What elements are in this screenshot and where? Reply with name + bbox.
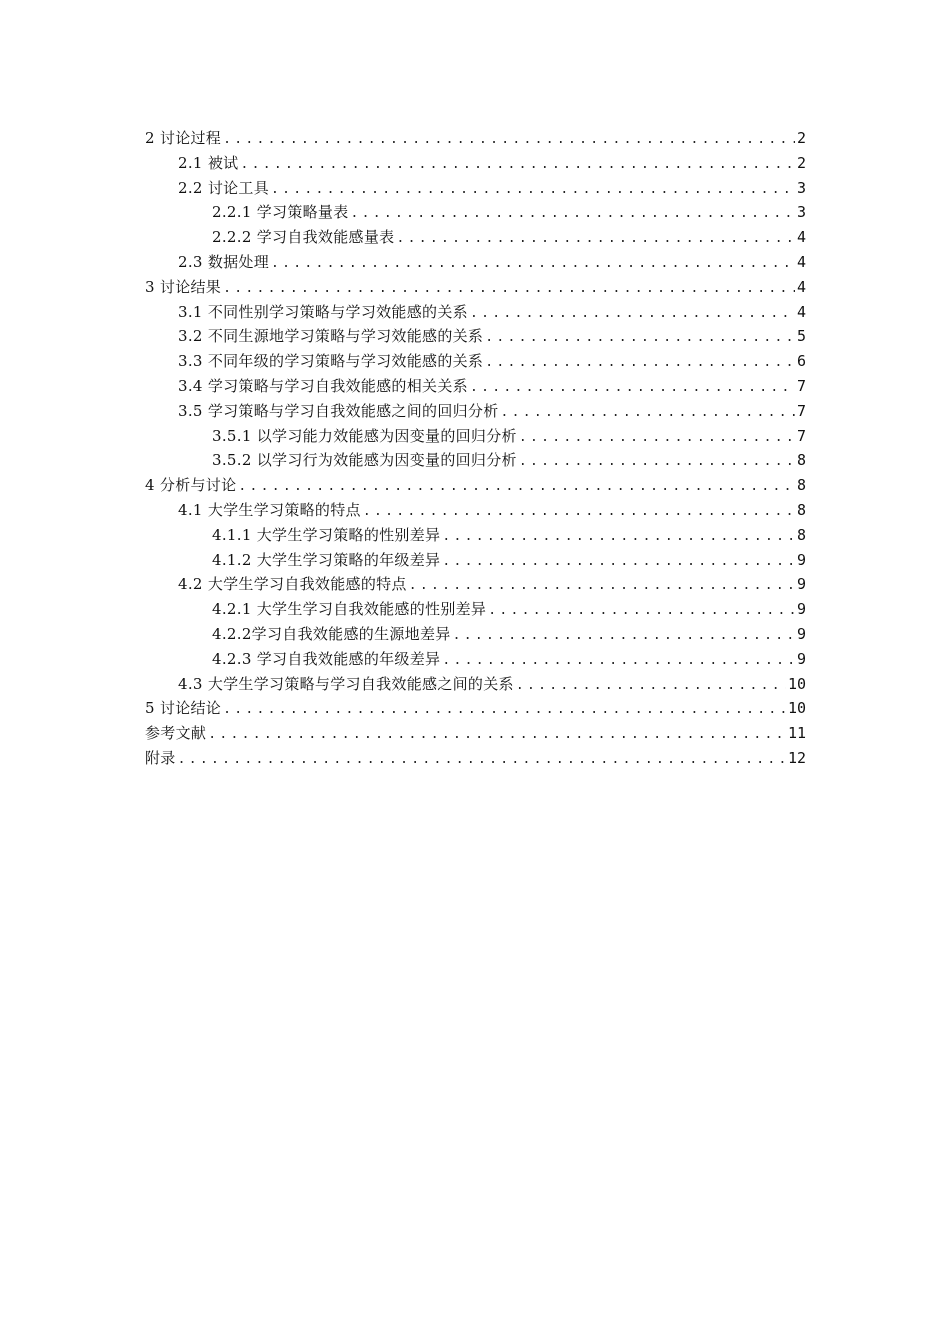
toc-entry-title: 附录 (145, 748, 176, 767)
toc-dot-leader (501, 401, 795, 424)
toc-dot-leader (409, 574, 795, 597)
toc-entry-page: 8 (796, 451, 806, 470)
toc-entry[interactable] (145, 597, 806, 622)
toc-entry-title: 3.3 不同年级的学习策略与学习效能感的关系 (178, 352, 484, 371)
toc-entry-title: 2 讨论过程 (145, 129, 222, 147)
toc-entry[interactable] (145, 473, 806, 498)
toc-entry-title: 3.5.2 以学习行为效能感为因变量的回归分析 (212, 451, 517, 470)
toc-entry-page: 10 (787, 699, 806, 718)
toc-entry-page: 6 (796, 352, 806, 371)
toc-entry-title: 4.2.2学习自我效能感的生源地差异 (212, 624, 451, 643)
toc-dot-leader (240, 153, 795, 176)
toc-entry-title: 4.2.3 学习自我效能感的年级差异 (212, 649, 441, 668)
toc-entry-page: 9 (796, 550, 806, 569)
toc-entry-page: 9 (796, 649, 806, 668)
toc-entry-page: 7 (796, 401, 806, 420)
toc-entry[interactable] (145, 498, 806, 523)
toc-dot-leader (396, 227, 795, 250)
toc-entry[interactable] (145, 647, 806, 672)
toc-dot-leader (519, 426, 795, 449)
toc-dot-leader (488, 599, 795, 622)
toc-entry-page: 4 (796, 302, 806, 321)
toc-entry[interactable] (145, 374, 806, 399)
toc-entry-page: 4 (796, 277, 806, 296)
toc-dot-leader (178, 748, 786, 771)
toc-entry-title: 2.1 被试 (178, 153, 239, 172)
toc-entry-title: 3.1 不同性别学习策略与学习效能感的关系 (178, 302, 468, 321)
toc-entry[interactable] (145, 200, 806, 225)
toc-entry-title: 4 分析与讨论 (145, 476, 237, 495)
toc-entry-title: 2.2.1 学习策略量表 (212, 203, 349, 222)
toc-entry-title: 3.5.1 以学习能力效能感为因变量的回归分析 (212, 426, 517, 445)
toc-dot-leader (208, 723, 786, 746)
toc-entry[interactable] (145, 250, 806, 275)
toc-entry[interactable] (145, 622, 806, 647)
toc-dot-leader (223, 128, 795, 151)
toc-entry-page: 4 (796, 228, 806, 247)
toc-dot-leader (442, 649, 795, 672)
toc-entry-page: 9 (796, 575, 806, 594)
toc-dot-leader (363, 500, 795, 523)
toc-dot-leader (519, 450, 795, 473)
toc-entry-page: 10 (787, 674, 806, 693)
toc-entry-page: 9 (796, 624, 806, 643)
toc-entry-page: 8 (796, 500, 806, 519)
toc-entry[interactable] (145, 696, 806, 721)
toc-entry[interactable] (145, 523, 806, 548)
toc-entry[interactable] (145, 225, 806, 250)
toc-entry-title: 4.2.1 大学生学习自我效能感的性别差异 (212, 600, 487, 619)
toc-entry[interactable] (145, 672, 806, 697)
toc-dot-leader (442, 525, 795, 548)
toc-entry-page: 9 (796, 600, 806, 619)
toc-entry-page: 2 (796, 153, 806, 172)
toc-entry[interactable] (145, 721, 806, 746)
toc-entry[interactable] (145, 151, 806, 176)
toc-entry-title: 4.3 大学生学习策略与学习自我效能感之间的关系 (178, 674, 514, 693)
toc-dot-leader (485, 326, 795, 349)
toc-entry-page: 3 (796, 203, 806, 222)
toc-dot-leader (470, 302, 795, 325)
toc-entry-page: 12 (787, 748, 806, 767)
toc-entry-page: 8 (796, 525, 806, 544)
toc-entry[interactable] (145, 176, 806, 201)
toc-dot-leader (485, 351, 795, 374)
toc-entry-page: 7 (796, 376, 806, 395)
toc-entry[interactable] (145, 126, 806, 151)
table-of-contents (145, 126, 806, 771)
toc-entry[interactable] (145, 548, 806, 573)
toc-entry-title: 3 讨论结果 (145, 277, 222, 296)
toc-entry-title: 4.1.2 大学生学习策略的年级差异 (212, 550, 441, 569)
toc-entry-title: 4.1 大学生学习策略的特点 (178, 500, 361, 519)
toc-entry-page: 11 (787, 724, 806, 743)
toc-dot-leader (223, 277, 795, 300)
toc-entry[interactable] (145, 424, 806, 449)
toc-entry-title: 4.1.1 大学生学习策略的性别差异 (212, 525, 441, 544)
toc-dot-leader (470, 376, 795, 399)
toc-entry[interactable] (145, 324, 806, 349)
toc-entry-title: 4.2 大学生学习自我效能感的特点 (178, 575, 407, 594)
toc-dot-leader (442, 550, 795, 573)
toc-entry[interactable] (145, 349, 806, 374)
toc-entry-title: 3.2 不同生源地学习策略与学习效能感的关系 (178, 327, 484, 346)
toc-entry-page: 8 (796, 476, 806, 495)
toc-entry[interactable] (145, 399, 806, 424)
toc-dot-leader (238, 475, 795, 498)
toc-entry-title: 参考文献 (145, 724, 207, 743)
toc-entry-title: 2.2.2 学习自我效能感量表 (212, 228, 395, 247)
toc-entry[interactable] (145, 746, 806, 771)
toc-entry-page: 3 (796, 178, 806, 197)
toc-entry-page: 5 (796, 327, 806, 346)
toc-entry-title: 2.2 讨论工具 (178, 178, 270, 197)
toc-entry[interactable] (145, 300, 806, 325)
toc-entry[interactable] (145, 572, 806, 597)
toc-dot-leader (516, 674, 786, 697)
toc-dot-leader (453, 624, 795, 647)
toc-entry[interactable] (145, 275, 806, 300)
toc-dot-leader (271, 178, 795, 201)
toc-entry-title: 3.5 学习策略与学习自我效能感之间的回归分析 (178, 401, 499, 420)
toc-dot-leader (271, 252, 795, 275)
toc-entry-title: 2.3 数据处理 (178, 252, 270, 271)
toc-dot-leader (351, 202, 795, 225)
toc-entry[interactable] (145, 448, 806, 473)
toc-entry-title: 3.4 学习策略与学习自我效能感的相关关系 (178, 376, 468, 395)
toc-entry-page: 7 (796, 426, 806, 445)
toc-entry-page: 2 (796, 129, 806, 147)
toc-dot-leader (223, 698, 786, 721)
toc-entry-page: 4 (796, 252, 806, 271)
toc-entry-title: 5 讨论结论 (145, 699, 222, 718)
